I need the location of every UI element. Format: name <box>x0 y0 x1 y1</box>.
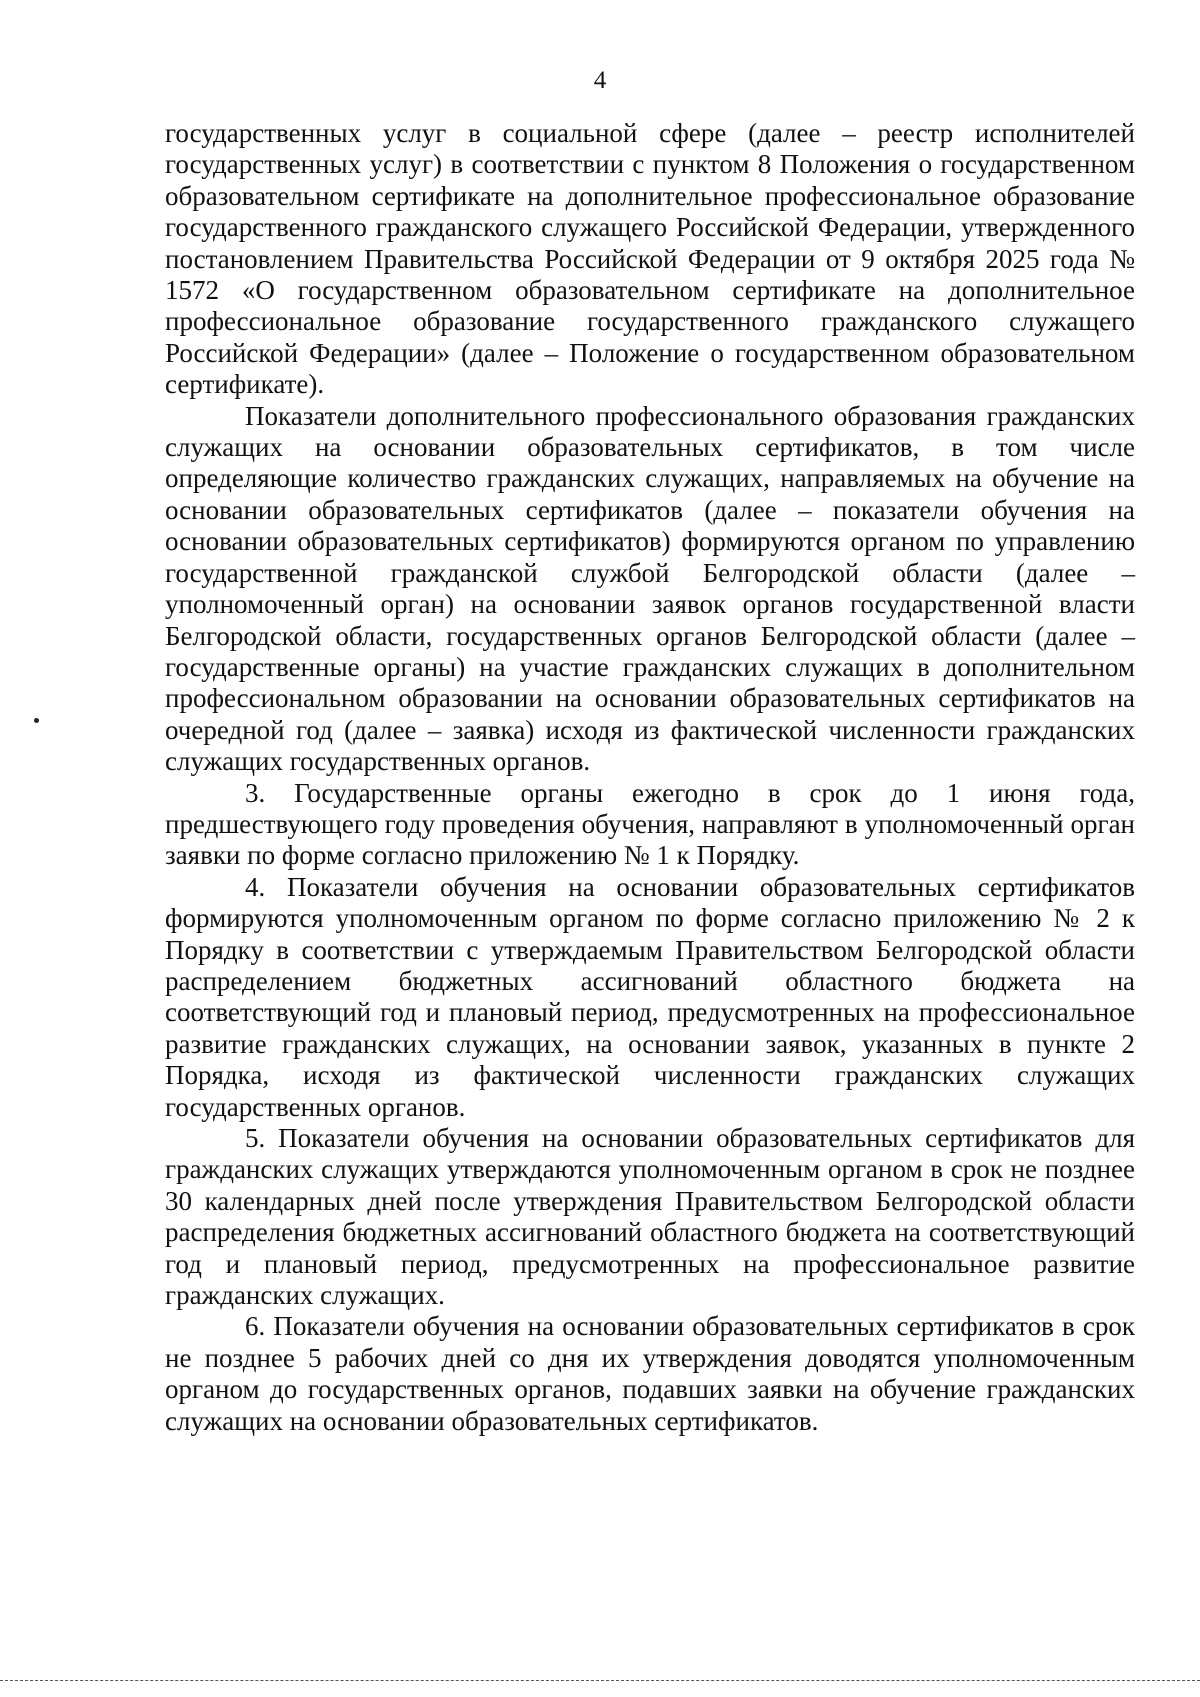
scan-edge-line <box>0 1680 1200 1681</box>
paragraph-4: 4. Показатели обучения на основании образовательных сертификатов формируются уполномоченным органом по форме согласно приложению № 2 к Порядку в соответствии с утверждаемым Правительством Белгородской области распределением бюджетных ассигнований областного бюджета на соответствующий год и плановый период, предусмотренных на профессиональное развитие гражданских служащих, на основании заявок, указанных в пункте 2 Порядка, исходя из фактической численности гражданских служащих государственных органов. <box>165 871 1135 1122</box>
paragraph-3: 3. Государственные органы ежегодно в срок до 1 июня года, предшествующего году проведения обучения, направляют в уполномоченный орган заявки по форме согласно приложению № 1 к Порядку. <box>165 777 1135 871</box>
document-body <box>165 118 1135 1437</box>
scan-speck <box>34 718 39 723</box>
page-number: 4 <box>593 67 607 94</box>
paragraph-5: 5. Показатели обучения на основании образовательных сертификатов для гражданских служащих утверждаются уполномоченным органом в срок не позднее 30 календарных дней после утверждения Правительством Белгородской области распределения бюджетных ассигнований областного бюджета на соответствующий год и плановый период, предусмотренных на профессиональное развитие гражданских служащих. <box>165 1123 1135 1311</box>
paragraph-6: 6. Показатели обучения на основании образовательных сертификатов в срок не позднее 5 рабочих дней со дня их утверждения доводятся уполномоченным органом до государственных органов, подавших заявки на обучение гражданских служащих на основании образовательных сертификатов. <box>165 1311 1135 1436</box>
paragraph-2: Показатели дополнительного профессионального образования гражданских служащих на основании образовательных сертификатов, в том числе определяющие количество гражданских служащих, направляемых на обучение на основании образовательных сертификатов (далее – показатели обучения на основании образовательных сертификатов) формируются органом по управлению государственной гражданской службой Белгородской области (далее – уполномоченный орган) на основании заявок органов государственной власти Белгородской области, государственных органов Белгородской области (далее – государственные органы) на участие гражданских служащих в дополнительном профессиональном образовании на основании образовательных сертификатов на очередной год (далее – заявка) исходя из фактической численности гражданских служащих государственных органов. <box>165 400 1135 777</box>
paragraph-1: государственных услуг в социальной сфере (далее – реестр исполнителей государственных услуг) в соответствии с пунктом 8 Положения о государственном образовательном сертификате на дополнительное профессиональное образование государственного гражданского служащего Российской Федерации, утвержденного постановлением Правительства Российской Федерации от 9 октября 2025 года № 1572 «О государственном образовательном сертификате на дополнительное профессиональное образование государственного гражданского служащего Российской Федерации» (далее – Положение о государственном образовательном сертификате). <box>165 118 1135 400</box>
